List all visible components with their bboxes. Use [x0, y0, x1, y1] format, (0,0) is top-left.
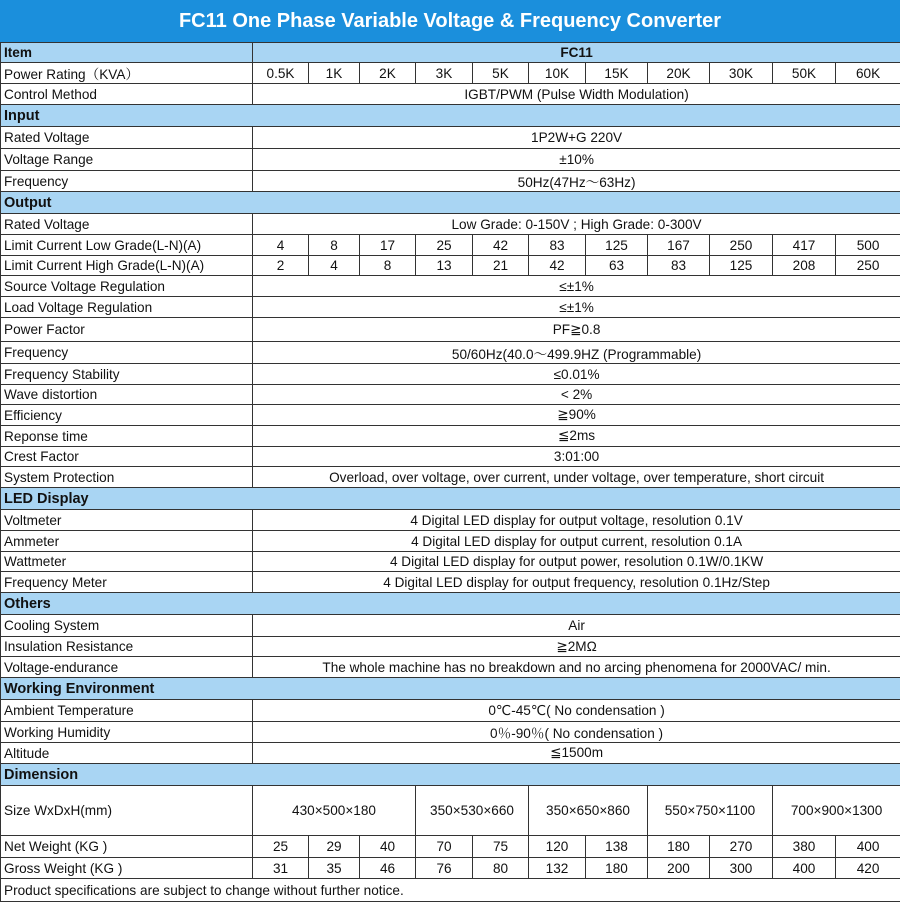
- section-header-row: [1, 488, 900, 510]
- table-cell: 500: [836, 235, 900, 256]
- table-cell: 125: [586, 235, 648, 256]
- spec-table-body: [1, 43, 900, 902]
- table-row: [1, 405, 900, 426]
- table-row: [1, 318, 900, 342]
- row-label: Limit Current Low Grade(L-N)(A): [1, 235, 253, 256]
- section-header-row: [1, 593, 900, 615]
- table-row: [1, 743, 900, 764]
- row-label: Wattmeter: [1, 552, 253, 572]
- row-label: Wave distortion: [1, 385, 253, 405]
- table-cell: 250: [710, 235, 773, 256]
- table-row: [1, 385, 900, 405]
- section-header-row: [1, 678, 900, 700]
- section-title: Input: [1, 105, 900, 127]
- table-cell: 42: [529, 256, 586, 276]
- table-cell: 0％-90％( No condensation ): [253, 722, 900, 743]
- table-row: [1, 467, 900, 488]
- row-label: Crest Factor: [1, 447, 253, 467]
- row-label: Efficiency: [1, 405, 253, 426]
- table-cell: 4 Digital LED display for output voltage, resolution 0.1V: [253, 510, 900, 531]
- table-row: [1, 297, 900, 318]
- section-title: Output: [1, 192, 900, 214]
- table-cell: 4: [253, 235, 309, 256]
- table-cell: Low Grade: 0-150V ; High Grade: 0-300V: [253, 214, 900, 235]
- table-row: [1, 171, 900, 192]
- table-cell: 180: [648, 836, 710, 858]
- row-label: Frequency Stability: [1, 364, 253, 385]
- row-label: Power Rating（KVA）: [1, 63, 253, 84]
- table-cell: 20K: [648, 63, 710, 84]
- table-cell: ≤±1%: [253, 297, 900, 318]
- table-cell: 2K: [360, 63, 416, 84]
- table-cell: 125: [710, 256, 773, 276]
- table-cell: 270: [710, 836, 773, 858]
- section-title: Dimension: [1, 764, 900, 786]
- table-row: [1, 127, 900, 149]
- table-row: [1, 149, 900, 171]
- table-cell: 400: [773, 858, 836, 879]
- table-row: [1, 700, 900, 722]
- footnote: Product specifications are subject to change without further notice.: [1, 879, 900, 902]
- table-cell: 4 Digital LED display for output frequency, resolution 0.1Hz/Step: [253, 572, 900, 593]
- table-cell: 250: [836, 256, 900, 276]
- row-label: Voltage-endurance: [1, 657, 253, 678]
- table-cell: 4 Digital LED display for output current, resolution 0.1A: [253, 531, 900, 552]
- spec-table: [0, 42, 900, 902]
- row-label: Control Method: [1, 84, 253, 105]
- table-cell: ≧90%: [253, 405, 900, 426]
- table-row: [1, 214, 900, 235]
- table-cell: 200: [648, 858, 710, 879]
- row-label: Frequency Meter: [1, 572, 253, 593]
- item-column-header: Item: [1, 43, 253, 63]
- table-row: [1, 786, 900, 836]
- row-label: Frequency: [1, 342, 253, 364]
- row-label: System Protection: [1, 467, 253, 488]
- section-header-row: [1, 105, 900, 127]
- table-cell: 42: [473, 235, 529, 256]
- table-cell: ≦1500m: [253, 743, 900, 764]
- table-cell: 1K: [309, 63, 360, 84]
- table-cell: 70: [416, 836, 473, 858]
- table-cell: 3:01:00: [253, 447, 900, 467]
- row-label: Size WxDxH(mm): [1, 786, 253, 836]
- table-cell: 35: [309, 858, 360, 879]
- table-row: [1, 657, 900, 678]
- table-cell: 83: [648, 256, 710, 276]
- table-cell: 700×900×1300: [773, 786, 900, 836]
- table-cell: 550×750×1100: [648, 786, 773, 836]
- table-cell: Air: [253, 615, 900, 637]
- row-label: Net Weight (KG ): [1, 836, 253, 858]
- table-cell: 50/60Hz(40.0～499.9HZ (Programmable): [253, 342, 900, 364]
- table-row: [1, 836, 900, 858]
- table-cell: 350×530×660: [416, 786, 529, 836]
- table-cell: 120: [529, 836, 586, 858]
- table-cell: ≧2MΩ: [253, 637, 900, 657]
- table-cell: 50Hz(47Hz～63Hz): [253, 171, 900, 192]
- table-row: [1, 447, 900, 467]
- table-cell: 2: [253, 256, 309, 276]
- row-label: Voltmeter: [1, 510, 253, 531]
- table-cell: The whole machine has no breakdown and no arcing phenomena for 2000VAC/ min.: [253, 657, 900, 678]
- table-cell: 5K: [473, 63, 529, 84]
- table-row: [1, 426, 900, 447]
- table-cell: Overload, over voltage, over current, under voltage, over temperature, short circuit: [253, 467, 900, 488]
- row-label: Altitude: [1, 743, 253, 764]
- table-cell: 10K: [529, 63, 586, 84]
- table-cell: IGBT/PWM (Pulse Width Modulation): [253, 84, 900, 105]
- table-cell: 80: [473, 858, 529, 879]
- table-row: [1, 364, 900, 385]
- row-label: Ambient Temperature: [1, 700, 253, 722]
- table-cell: 430×500×180: [253, 786, 416, 836]
- section-header-row: [1, 764, 900, 786]
- row-label: Rated Voltage: [1, 214, 253, 235]
- table-row: [1, 342, 900, 364]
- row-label: Rated Voltage: [1, 127, 253, 149]
- table-cell: 4 Digital LED display for output power, resolution 0.1W/0.1KW: [253, 552, 900, 572]
- table-cell: 46: [360, 858, 416, 879]
- table-cell: 63: [586, 256, 648, 276]
- table-cell: 420: [836, 858, 900, 879]
- table-row: [1, 235, 900, 256]
- table-cell: 25: [416, 235, 473, 256]
- table-cell: 132: [529, 858, 586, 879]
- row-label: Source Voltage Regulation: [1, 276, 253, 297]
- table-cell: 60K: [836, 63, 900, 84]
- table-cell: 31: [253, 858, 309, 879]
- table-cell: 76: [416, 858, 473, 879]
- table-header-row: [1, 43, 900, 63]
- section-header-row: [1, 192, 900, 214]
- table-cell: 83: [529, 235, 586, 256]
- row-label: Ammeter: [1, 531, 253, 552]
- table-row: [1, 572, 900, 593]
- table-cell: ±10%: [253, 149, 900, 171]
- row-label: Load Voltage Regulation: [1, 297, 253, 318]
- table-cell: 17: [360, 235, 416, 256]
- table-row: [1, 615, 900, 637]
- row-label: Limit Current High Grade(L-N)(A): [1, 256, 253, 276]
- table-cell: 21: [473, 256, 529, 276]
- table-row: [1, 84, 900, 105]
- table-cell: 180: [586, 858, 648, 879]
- table-row: [1, 552, 900, 572]
- table-cell: 15K: [586, 63, 648, 84]
- table-cell: 350×650×860: [529, 786, 648, 836]
- footnote-row: [1, 879, 900, 902]
- table-row: [1, 256, 900, 276]
- table-cell: 4: [309, 256, 360, 276]
- table-cell: < 2%: [253, 385, 900, 405]
- table-cell: 29: [309, 836, 360, 858]
- table-cell: 400: [836, 836, 900, 858]
- table-row: [1, 722, 900, 743]
- table-cell: 8: [360, 256, 416, 276]
- row-label: Cooling System: [1, 615, 253, 637]
- table-cell: 3K: [416, 63, 473, 84]
- page-title: FC11 One Phase Variable Voltage & Frequency Converter: [0, 0, 900, 42]
- table-cell: 208: [773, 256, 836, 276]
- table-cell: PF≧0.8: [253, 318, 900, 342]
- table-cell: 30K: [710, 63, 773, 84]
- table-row: [1, 637, 900, 657]
- row-label: Frequency: [1, 171, 253, 192]
- table-cell: 8: [309, 235, 360, 256]
- table-row: [1, 63, 900, 84]
- table-cell: 167: [648, 235, 710, 256]
- table-cell: 13: [416, 256, 473, 276]
- table-cell: 1P2W+G 220V: [253, 127, 900, 149]
- row-label: Gross Weight (KG ): [1, 858, 253, 879]
- row-label: Insulation Resistance: [1, 637, 253, 657]
- table-cell: ≤0.01%: [253, 364, 900, 385]
- table-cell: ≤±1%: [253, 276, 900, 297]
- section-title: Working Environment: [1, 678, 900, 700]
- table-cell: 0℃-45℃( No condensation ): [253, 700, 900, 722]
- table-row: [1, 276, 900, 297]
- row-label: Voltage Range: [1, 149, 253, 171]
- table-cell: 25: [253, 836, 309, 858]
- table-cell: 417: [773, 235, 836, 256]
- table-cell: 138: [586, 836, 648, 858]
- table-cell: 380: [773, 836, 836, 858]
- model-column-header: FC11: [253, 43, 900, 63]
- section-title: LED Display: [1, 488, 900, 510]
- section-title: Others: [1, 593, 900, 615]
- row-label: Power Factor: [1, 318, 253, 342]
- table-cell: 75: [473, 836, 529, 858]
- table-row: [1, 858, 900, 879]
- table-row: [1, 510, 900, 531]
- table-cell: 300: [710, 858, 773, 879]
- table-cell: 40: [360, 836, 416, 858]
- table-cell: ≦2ms: [253, 426, 900, 447]
- row-label: Working Humidity: [1, 722, 253, 743]
- row-label: Reponse time: [1, 426, 253, 447]
- table-cell: 0.5K: [253, 63, 309, 84]
- table-cell: 50K: [773, 63, 836, 84]
- table-row: [1, 531, 900, 552]
